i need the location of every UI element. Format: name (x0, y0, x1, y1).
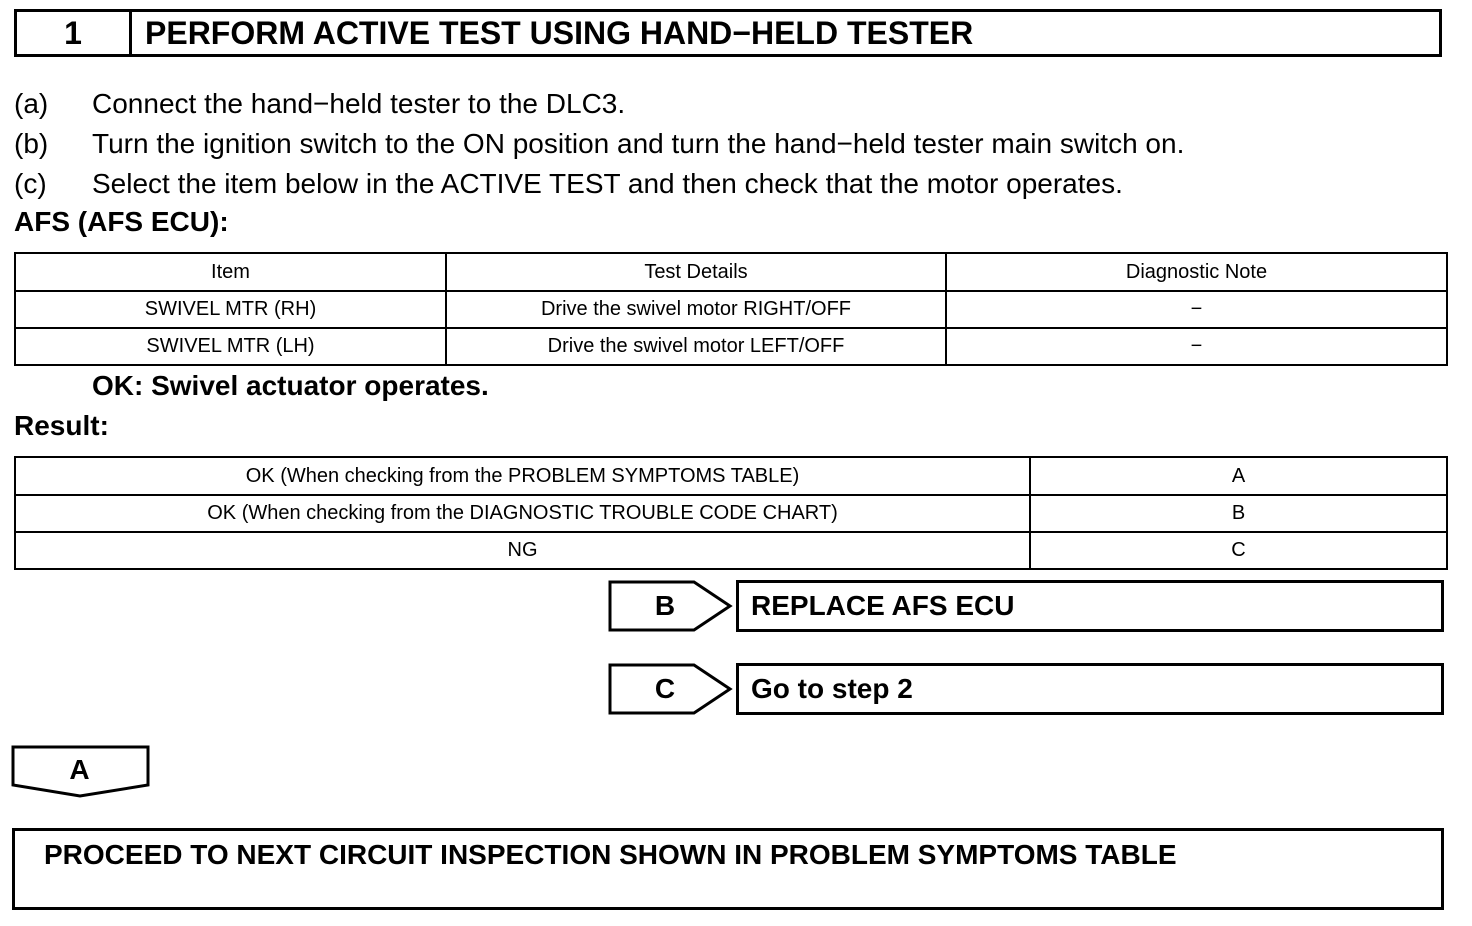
table-header-row (15, 253, 1447, 291)
ok-criteria: OK: Swivel actuator operates. (92, 370, 489, 401)
result-heading: Result: (14, 410, 109, 441)
branch-action-c: Go to step 2 (736, 663, 1444, 715)
step-header (14, 9, 1442, 57)
branch-label-b: B (654, 590, 676, 621)
table-cell: SWIVEL MTR (LH) (15, 328, 446, 365)
instruction-text: Select the item below in the ACTIVE TEST and then check that the motor operates. (92, 168, 1123, 199)
branch-label-c: C (654, 673, 676, 704)
table-row (15, 291, 1447, 328)
instruction-b (14, 124, 1184, 164)
table-cell: B (1030, 495, 1447, 532)
instruction-text: Connect the hand−held tester to the DLC3. (92, 88, 626, 119)
table-row (15, 328, 1447, 365)
instruction-label: (c) (14, 168, 47, 199)
instruction-a (14, 84, 625, 124)
table-cell: NG (15, 532, 1030, 569)
header-cell: Test Details (446, 253, 946, 291)
table-cell: Drive the swivel motor LEFT/OFF (446, 328, 946, 365)
instruction-c (14, 164, 1123, 204)
result-table (14, 456, 1448, 570)
final-action-box: PROCEED TO NEXT CIRCUIT INSPECTION SHOWN IN PROBLEM SYMPTOMS TABLE (12, 828, 1444, 910)
instruction-label: (b) (14, 128, 49, 159)
table-row (15, 457, 1447, 495)
table-cell: C (1030, 532, 1447, 569)
table-row (15, 495, 1447, 532)
table-cell: OK (When checking from the DIAGNOSTIC TROUBLE CODE CHART) (15, 495, 1030, 532)
active-test-heading: AFS (AFS ECU): (14, 206, 229, 237)
header-cell: Item (15, 253, 446, 291)
branch-action-b: REPLACE AFS ECU (736, 580, 1444, 632)
down-label-a: A (69, 754, 90, 785)
table-row (15, 532, 1447, 569)
table-cell: SWIVEL MTR (RH) (15, 291, 446, 328)
table-cell: OK (When checking from the PROBLEM SYMPTOMS TABLE) (15, 457, 1030, 495)
step-number: 1 (17, 12, 132, 54)
instruction-text: Turn the ignition switch to the ON position and turn the hand−held tester main switch on. (92, 128, 1185, 159)
instruction-label: (a) (14, 88, 49, 119)
table-cell: A (1030, 457, 1447, 495)
table-cell: − (946, 291, 1447, 328)
table-cell: Drive the swivel motor RIGHT/OFF (446, 291, 946, 328)
step-title: PERFORM ACTIVE TEST USING HAND−HELD TESTER (145, 14, 974, 51)
active-test-table (14, 252, 1448, 366)
table-cell: − (946, 328, 1447, 365)
header-cell: Diagnostic Note (946, 253, 1447, 291)
